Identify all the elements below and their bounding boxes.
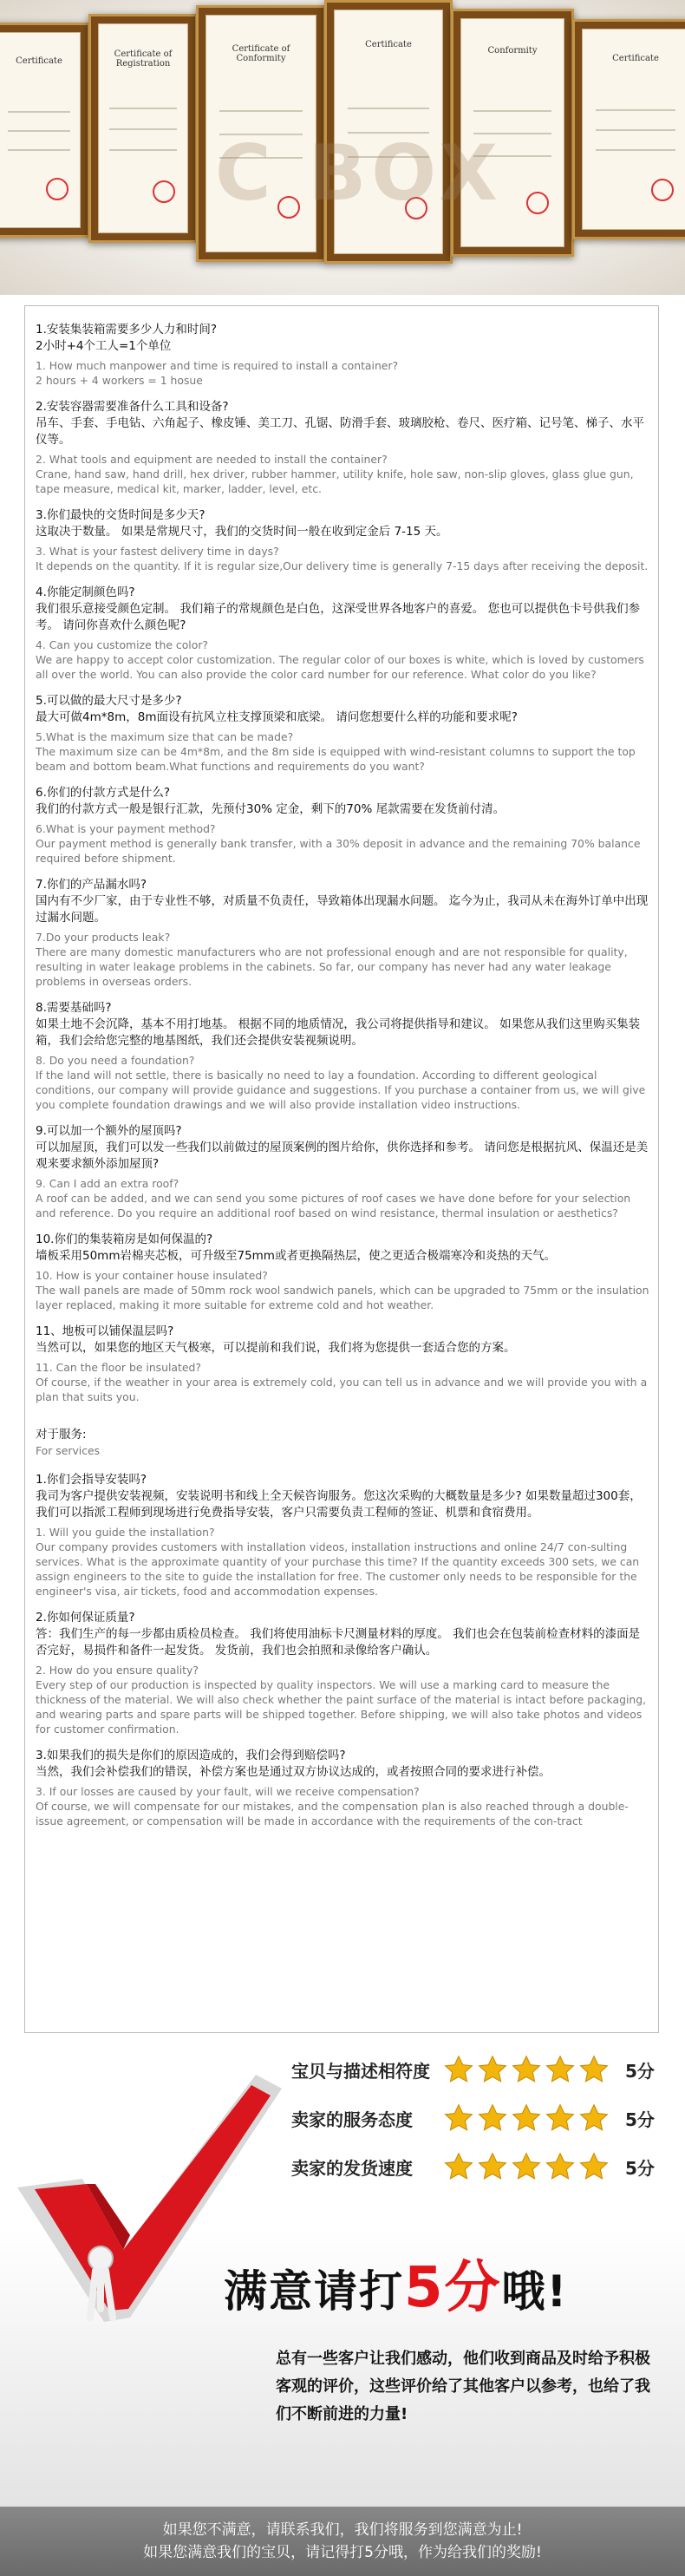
faq-item (36, 877, 649, 989)
faq-answer-zh: 墙板采用50mm岩棉夹芯板，可升级至75mm或者更换隔热层，使之更适合极端寒冷和炎热的天气。 (36, 1249, 556, 1263)
faq-answer-en: Our payment method is generally bank transfer, with a 30% deposit in advance and the remaining 70% balance required before shipment. (36, 837, 641, 865)
service-heading-en: For services (36, 1444, 101, 1457)
faq-question-en: 9. Can I add an extra roof? (36, 1177, 179, 1190)
faq-question-en: 6.What is your payment method? (36, 822, 216, 835)
faq-answer-en: The wall panels are made of 50mm rock wool sandwich panels, which can be upgraded to 75mm or the insulation layer replaced, making it more suitable for extreme cold and hot weather. (36, 1284, 649, 1311)
service-question-zh: 3.如果我们的损失是你们的原因造成的，我们会得到赔偿吗? (36, 1749, 346, 1762)
faq-question-en: 7.Do your products leak? (36, 931, 171, 944)
faq-question-zh: 5.可以做的最大尺寸是多少? (36, 694, 182, 708)
slogan-suffix: 哦! (501, 2266, 569, 2317)
slogan-text: 满意请打 (224, 2266, 404, 2317)
service-item (36, 1472, 649, 1599)
star-icon (578, 2054, 610, 2085)
certificate-image: Certificate of Conformity (196, 5, 326, 262)
star-icon (443, 2102, 474, 2134)
faq-answer-en: There are many domestic manufacturers who are not professional enough and are not responsible for quality, resulting in water leakage problems in the cabinets. So far, our company has never had any water leakage problems in overseas orders. (36, 945, 628, 988)
service-answer-en: Every step of our production is inspected by quality inspectors. We will use a marking card to measure the thickness of the material. We will also check whether the paint surface of the material is intact before packaging, and wearing parts and spare parts will be shipped together. Before shipping, we will also take photos and videos for customer confirmation. (36, 1678, 647, 1736)
faq-item (36, 322, 649, 388)
service-answer-zh: 当然，我们会补偿我们的错误，补偿方案也是通过双方协议达成的，或者按照合同的要求进行补偿。 (36, 1765, 551, 1779)
service-question-en: 1. Will you guide the installation? (36, 1526, 215, 1539)
rating-row (291, 2052, 655, 2087)
faq-question-en: 4. Can you customize the color? (36, 638, 209, 651)
faq-question-en: 11. Can the floor be insulated? (36, 1361, 201, 1374)
faq-item (36, 585, 649, 682)
faq-panel (24, 305, 659, 2033)
service-answer-zh: 我司为客户提供安装视频，安装说明书和线上全天候咨询服务。您这次采购的大概数量是多少? 如果数量超过300套，我们可以指派工程师到现场进行免费指导安装，客户只需要负责工程师的签证、机票和食宿费用。 (36, 1489, 642, 1520)
faq-question-zh: 11、地板可以铺保温层吗? (36, 1324, 174, 1338)
faq-item (36, 1232, 649, 1312)
star-icon (545, 2054, 576, 2085)
faq-question-zh: 10.你们的集装箱房是如何保温的? (36, 1232, 213, 1246)
faq-answer-en: Of course, if the weather in your area is extremely cold, you can tell us in advance and we will provide you with a plan that suits you. (36, 1376, 648, 1403)
faq-question-en: 8. Do you need a foundation? (36, 1054, 195, 1067)
star-rating (443, 2151, 610, 2182)
faq-answer-zh: 我们的付款方式一般是银行汇款，先预付30% 定金，剩下的70% 尾款需要在发货前付清。 (36, 802, 506, 816)
service-question-zh: 2.你如何保证质量? (36, 1611, 135, 1625)
service-heading-zh: 对于服务: (36, 1428, 87, 1442)
certificate-image: Certificate (324, 0, 453, 264)
certificate-image: Certificate of Registration (88, 14, 198, 243)
star-icon (443, 2054, 474, 2085)
star-icon (578, 2102, 610, 2134)
rating-score: 5分 (625, 2060, 655, 2082)
rating-description: 总有一些客户让我们感动，他们收到商品及时给予积极客观的评价，这些评价给了其他客户以参考，也给了我们不断前进的力量! (276, 2350, 650, 2423)
faq-question-zh: 2.安装容器需要准备什么工具和设备? (36, 400, 229, 414)
star-icon (511, 2054, 542, 2085)
footer-line: 如果您满意我们的宝贝，请记得打5分哦，作为给我们的奖励! (143, 2544, 542, 2561)
service-item (36, 1610, 649, 1736)
faq-answer-zh: 吊车、手套、手电钻、六角起子、橡皮锤、美工刀、孔锯、防滑手套、玻璃胶枪、卷尺、医疗箱、记号笔、梯子、水平仪等。 (36, 416, 644, 447)
faq-item (36, 1000, 649, 1112)
certificate-image: Conformity (451, 9, 574, 257)
rating-label: 卖家的发货速度 (291, 2157, 413, 2179)
star-icon (578, 2151, 610, 2182)
faq-question-zh: 4.你能定制颜色吗? (36, 585, 135, 599)
star-rating (443, 2054, 610, 2085)
faq-item (36, 507, 649, 573)
faq-answer-zh: 最大可做4m*8m，8m面设有抗风立柱支撑顶梁和底梁。 请问您想要什么样的功能和要求呢? (36, 710, 518, 724)
faq-item (36, 399, 649, 496)
faq-item (36, 1123, 649, 1220)
faq-question-zh: 1.安装集装箱需要多少人力和时间? (36, 323, 218, 337)
service-answer-en: Our company provides customers with installation videos, installation instructions and online 24/7 con-sulting services. What is the approximate quantity of your purchase this time? If the quantity exceeds 300 sets, we can assign engineers to the site to guide the installation for free. The customer only needs to be responsible for the engineer's visa, air tickets, food and accommodation expenses. (36, 1540, 640, 1598)
rating-row (291, 2149, 655, 2184)
brand-logo: C BOX (215, 128, 503, 218)
rating-row (291, 2101, 655, 2135)
faq-question-zh: 8.需要基础吗? (36, 1001, 112, 1015)
rating-slogan (224, 2243, 568, 2323)
rating-label: 卖家的服务态度 (291, 2109, 413, 2130)
faq-answer-en: If the land will not settle, there is basically no need to lay a foundation. According to different geological conditions, our company will provide guidance and suggestions. If you purchase a container from us, we will give you complete foundation drawings and we will also provide installation video instructions. (36, 1069, 646, 1111)
star-rating (443, 2102, 610, 2134)
certificate-image: Certificate (0, 23, 90, 238)
faq-item (36, 693, 649, 774)
faq-answer-zh: 我们很乐意接受颜色定制。 我们箱子的常规颜色是白色，这深受世界各地客户的喜爱。 您也可以提供色卡号供我们参考。 请问你喜欢什么颜色呢? (36, 602, 641, 632)
slogan-score: 5分 (404, 2256, 502, 2320)
faq-answer-en: It depends on the quantity. If it is regular size,Our delivery time is generally 7-15 days after receiving the deposit. (36, 559, 649, 572)
star-icon (511, 2151, 542, 2182)
certificates-banner (0, 0, 685, 295)
star-icon (545, 2151, 576, 2182)
faq-answer-en: 2 hours + 4 workers = 1 hosue (36, 374, 203, 387)
service-question-en: 2. How do you ensure quality? (36, 1664, 199, 1677)
faq-item (36, 785, 649, 866)
faq-question-zh: 3.你们最快的交货时间是多少天? (36, 508, 206, 522)
faq-item (36, 1324, 649, 1404)
faq-answer-en: A roof can be added, and we can send you some pictures of roof cases we have done before for your selection and reference. Do you require an additional roof based on wind resistance, thermal insulation or aesthetics? (36, 1192, 631, 1219)
faq-answer-en: The maximum size can be 4m*8m, and the 8m side is equipped with wind-resistant columns to support the top beam and bottom beam.What functions and requirements do you want? (36, 745, 636, 773)
faq-answer-zh: 2小时+4个工人=1个单位 (36, 339, 172, 353)
star-icon (477, 2151, 508, 2182)
faq-question-en: 2. What tools and equipment are needed to install the container? (36, 453, 388, 466)
star-icon (477, 2102, 508, 2134)
faq-answer-zh: 可以加屋顶，我们可以发一些我们以前做过的屋顶案例的图片给你，供你选择和参考。 请问您是根据抗风、保温还是美观来要求额外添加屋顶? (36, 1141, 649, 1171)
service-question-en: 3. If our losses are caused by your fault, will we receive compensation? (36, 1785, 420, 1798)
rating-score: 5分 (625, 2157, 655, 2179)
star-icon (545, 2102, 576, 2134)
certificate-image: Certificate (572, 19, 685, 239)
rating-score: 5分 (625, 2109, 655, 2130)
faq-answer-zh: 如果土地不会沉降，基本不用打地基。 根据不同的地质情况，我公司将提供指导和建议。 如果您从我们这里购买集装箱，我们会给您完整的地基图纸，我们还会提供安装视频说明。 (36, 1017, 641, 1048)
faq-question-en: 5.What is the maximum size that can be made? (36, 730, 294, 743)
rating-section (0, 2042, 685, 2507)
faq-question-en: 1. How much manpower and time is required to install a container? (36, 359, 399, 372)
service-item (36, 1748, 649, 1828)
faq-question-en: 3. What is your fastest delivery time in days? (36, 545, 279, 558)
faq-answer-zh: 国内有不少厂家，由于专业性不够，对质量不负责任，导致箱体出现漏水问题。 迄今为止，我司从未在海外订单中出现过漏水问题。 (36, 894, 649, 925)
faq-answer-zh: 当然可以，如果您的地区天气极寒，可以提前和我们说，我们将为您提供一套适合您的方案。 (36, 1341, 516, 1355)
faq-answer-en: Crane, hand saw, hand drill, hex driver, rubber hammer, utility knife, hole saw, non-slip gloves, glass glue gun, tape measure, medical kit, marker, ladder, level, etc. (36, 467, 634, 495)
faq-answer-en: We are happy to accept color customization. The regular color of our boxes is white, which is loved by customers all over the world. You can also provide the color card number for our reference. What color do you like? (36, 653, 644, 681)
star-icon (443, 2151, 474, 2182)
faq-question-en: 10. How is your container house insulated? (36, 1269, 268, 1282)
star-icon (511, 2102, 542, 2134)
service-answer-en: Of course, we will compensate for our mistakes, and the compensation plan is also reached through a double-issue agreement, or compensation will be made in accordance with the requirements of the con-tract (36, 1800, 629, 1827)
star-icon (477, 2054, 508, 2085)
faq-answer-zh: 这取决于数量。 如果是常规尺寸，我们的交货时间一般在收到定金后 7-15 天。 (36, 525, 448, 539)
faq-question-zh: 7.你们的产品漏水吗? (36, 878, 147, 892)
faq-question-zh: 6.你们的付款方式是什么? (36, 786, 171, 800)
faq-question-zh: 9.可以加一个额外的屋顶吗? (36, 1124, 182, 1138)
rating-label: 宝贝与描述相符度 (291, 2060, 430, 2082)
service-answer-zh: 答：我们生产的每一步都由质检员检查。 我们将使用油标卡尺测量材料的厚度。 我们也会在包装前检查材料的漆面是否完好，易损件和备件一起发货。 发货前，我们也会拍照和录像给客户确认。 (36, 1627, 641, 1657)
footer-line: 如果您不满意，请联系我们，我们将服务到您满意为止! (162, 2521, 523, 2539)
footer-banner (0, 2507, 685, 2576)
service-question-zh: 1.你们会指导安装吗? (36, 1473, 147, 1487)
